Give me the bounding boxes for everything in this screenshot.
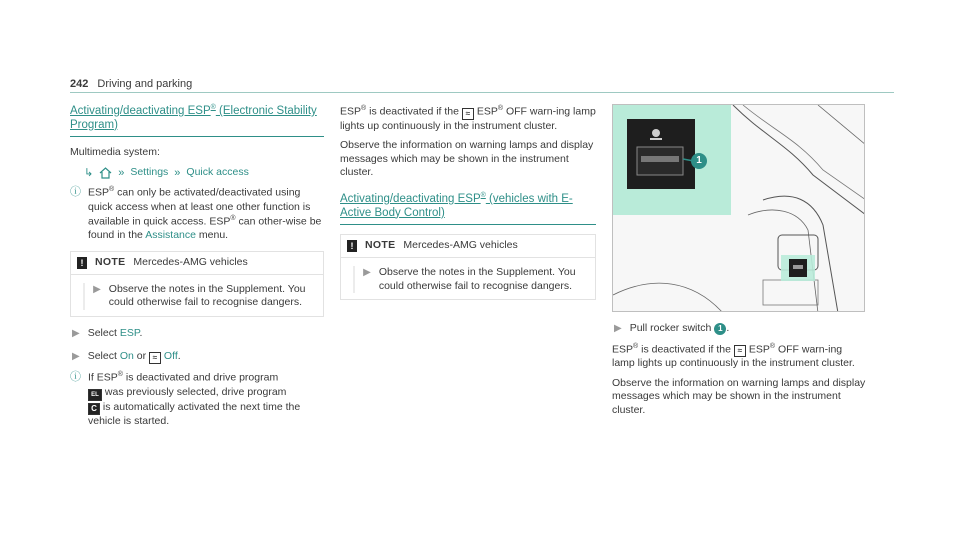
note-bar bbox=[353, 266, 355, 293]
section-divider bbox=[70, 136, 324, 137]
info-drive-program: ⓘ If ESP® is deactivated and drive program EL was previously selected, drive program C is automatically activated the next time the vehicle is started. bbox=[70, 371, 301, 427]
info-icon: ⓘ bbox=[70, 371, 81, 384]
column-1 bbox=[70, 104, 324, 436]
step-triangle-icon: ▶ bbox=[363, 267, 371, 279]
quick-access-link[interactable]: Quick access bbox=[186, 166, 249, 179]
observe-paragraph: Observe the information on warning lamps and display messages which may be shown in the instrument cluster. bbox=[340, 139, 594, 179]
esp-off-icon: ≈ bbox=[149, 352, 161, 364]
note-title: NOTE bbox=[365, 239, 396, 252]
step-select-esp: ▶ Select ESP. bbox=[72, 326, 143, 339]
step-triangle-icon: ▶ bbox=[72, 351, 80, 363]
note-title: NOTE bbox=[95, 255, 126, 268]
warning-icon: ! bbox=[347, 240, 357, 252]
step-select-on-off: ▶ Select On or ≈ Off. bbox=[72, 350, 181, 363]
drive-program-c-icon: C bbox=[88, 403, 100, 415]
page-number: 242 bbox=[70, 78, 89, 90]
multimedia-label: Multimedia system: bbox=[70, 146, 160, 159]
callout-badge: 1 bbox=[691, 153, 707, 169]
note-body: Observe the notes in the Supplement. You could otherwise fail to recognise dangers. bbox=[378, 266, 576, 292]
drive-program-el-icon: EL bbox=[88, 389, 102, 401]
step-triangle-icon: ▶ bbox=[72, 327, 80, 339]
note-bar bbox=[83, 283, 85, 310]
esp-deactivated-paragraph: ESP® is deactivated if the ≈ ESP® OFF warn-ing lamp lights up continuously in the instrument cluster. bbox=[340, 105, 596, 132]
warning-icon: ! bbox=[77, 257, 87, 269]
callout-1: 1 bbox=[714, 323, 726, 335]
settings-link[interactable]: Settings bbox=[130, 166, 169, 179]
chapter-title: Driving and parking bbox=[97, 78, 193, 90]
column-3 bbox=[612, 104, 866, 424]
esp-link[interactable]: ESP bbox=[119, 326, 140, 339]
observe-paragraph: Observe the information on warning lamps and display messages which may be shown in the instrument cluster. bbox=[612, 376, 866, 417]
header-divider bbox=[70, 92, 894, 93]
path-arrow-icon: ↳ bbox=[84, 167, 94, 180]
step-pull-switch: ▶ Pull rocker switch 1 . bbox=[614, 322, 730, 334]
off-link[interactable]: Off bbox=[163, 350, 178, 363]
rocker-switch-figure bbox=[612, 104, 865, 312]
note-box bbox=[70, 251, 324, 317]
on-link[interactable]: On bbox=[119, 350, 134, 363]
esp-deactivated-paragraph: ESP® is deactivated if the ≈ ESP® OFF warn-ing lamp lights up continuously in the instrument cluster. bbox=[612, 342, 855, 370]
path-chevron-icon: » bbox=[118, 167, 125, 180]
assistance-link[interactable]: Assistance bbox=[145, 229, 196, 242]
info-esp-quick-access: ⓘ ESP® can only be activated/deactivated using quick access when at least one other function is available in quick access. ESP® can other-wise be found in the Assistance menu. bbox=[70, 186, 322, 242]
path-chevron-icon: » bbox=[174, 167, 181, 180]
note-box bbox=[340, 234, 596, 300]
note-subtitle: Mercedes-AMG vehicles bbox=[133, 255, 248, 268]
home-icon[interactable] bbox=[99, 167, 112, 179]
column-2 bbox=[340, 104, 596, 310]
esp-off-icon: ≈ bbox=[734, 345, 746, 357]
esp-off-icon: ≈ bbox=[462, 108, 474, 120]
info-icon: ⓘ bbox=[70, 186, 81, 199]
section-divider bbox=[340, 224, 596, 225]
note-subtitle: Mercedes-AMG vehicles bbox=[403, 239, 518, 252]
page-header bbox=[70, 77, 192, 91]
console-illustration bbox=[613, 105, 865, 312]
menu-path bbox=[84, 166, 324, 180]
step-triangle-icon: ▶ bbox=[93, 283, 101, 295]
note-body: Observe the notes in the Supplement. You could otherwise fail to recognise dangers. bbox=[108, 282, 306, 309]
section-title-eabc: Activating/deactivating ESP® (vehicles with E- Active Body Control) bbox=[340, 192, 573, 219]
step-triangle-icon: ▶ bbox=[614, 323, 622, 334]
section-title-esp: Activating/deactivating ESP® (Electronic Stability Program) bbox=[70, 104, 317, 131]
